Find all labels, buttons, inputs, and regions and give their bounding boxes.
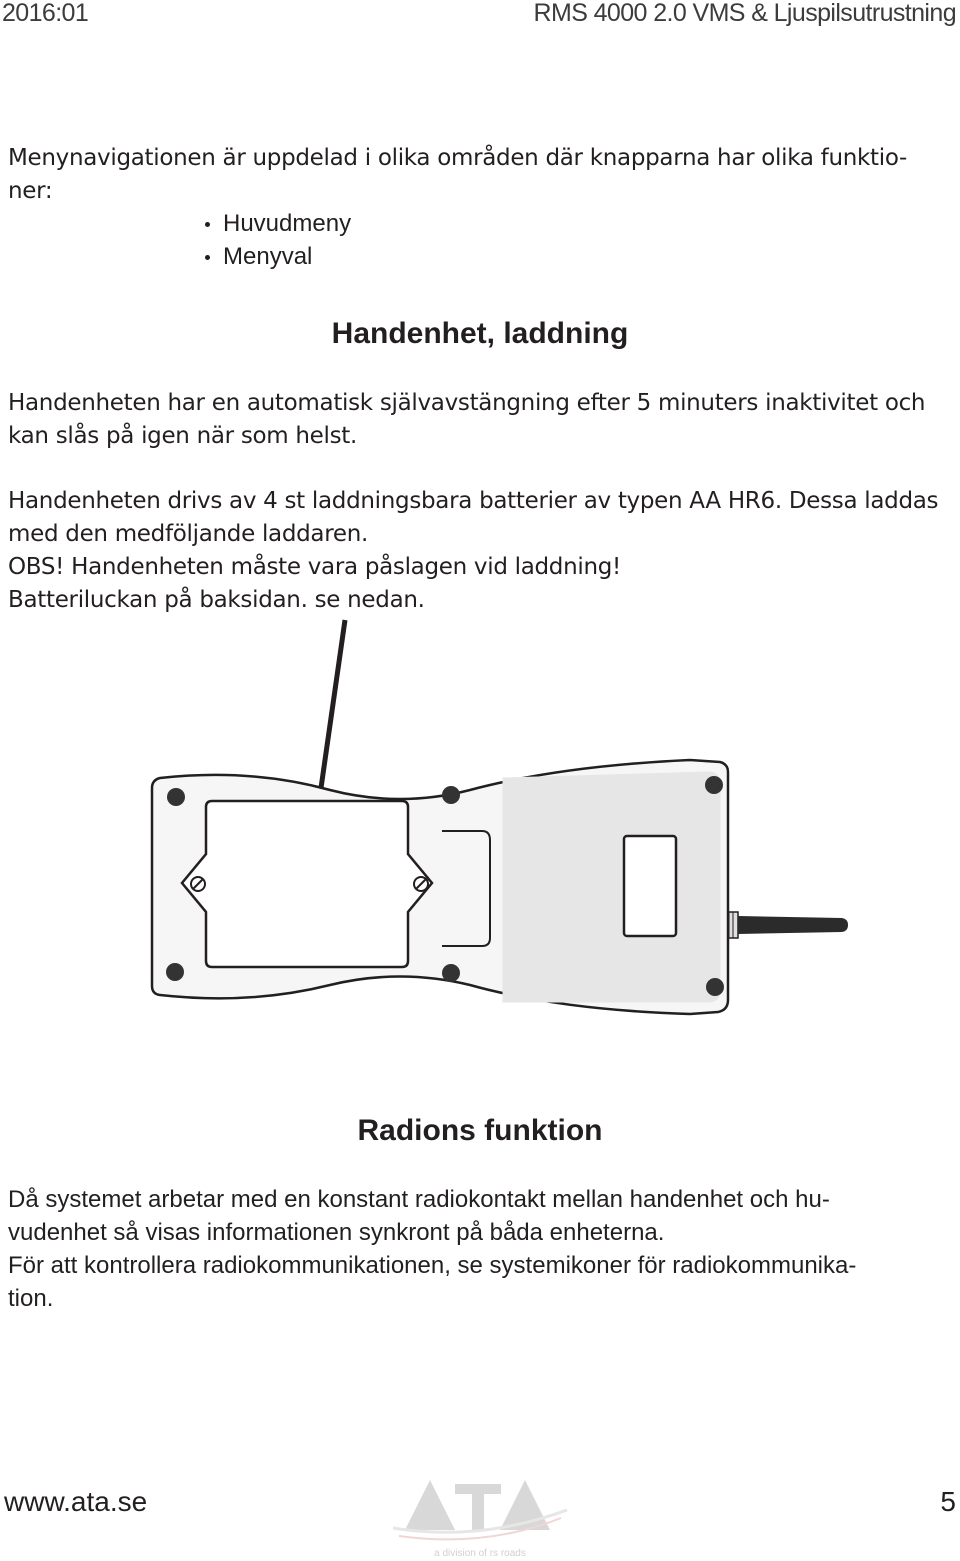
intro-line-2: ner: <box>8 178 53 204</box>
header-title: RMS 4000 2.0 VMS & Ljuspilsutrustning <box>533 0 956 27</box>
rear-panel <box>503 772 720 1002</box>
radio-line-3: För att kontrollera radiokommunikationen, se systemikoner för radiokommunika- <box>8 1252 857 1279</box>
battery-cover-note: Batteriluckan på baksidan. se nedan. <box>8 587 425 613</box>
label-window <box>624 836 676 936</box>
cover-screw-left-icon <box>191 877 205 891</box>
bullet-item-huvudmeny: Huvudmeny <box>205 207 351 240</box>
ata-logo <box>385 1470 575 1560</box>
charging-p2-line1: Handenheten drivs av 4 st laddningsbara batterier av typen AA HR6. Dessa laddas <box>8 488 939 514</box>
radio-line-4: tion. <box>8 1285 54 1312</box>
radio-line-2: vudenhet så visas informationen synkront på båda enheterna. <box>8 1219 665 1246</box>
screw-bottom-right <box>706 978 724 996</box>
battery-cover <box>182 801 432 967</box>
bullet-list <box>205 207 351 273</box>
screw-top-left <box>167 788 185 806</box>
section-heading-radio: Radions funktion <box>357 1114 603 1147</box>
ata-logo-tagline: a division of rs roads <box>434 1548 526 1559</box>
charging-p1-line1: Handenheten har en automatisk självavstängning efter 5 minuters inaktivitet och <box>8 390 926 416</box>
section-heading-charging: Handenhet, laddning <box>331 317 629 350</box>
intro-line-1: Menynavigationen är uppdelad i olika områden där knapparna har olika funktio- <box>8 145 908 171</box>
screw-bottom-left <box>166 963 184 981</box>
cover-screw-right-icon <box>414 877 428 891</box>
charging-p2-line2: med den medföljande laddaren. <box>8 521 369 547</box>
bullet-item-menyval: Menyval <box>205 240 351 273</box>
footer-url: www.ata.se <box>4 1486 148 1517</box>
screw-top-right <box>705 776 723 794</box>
antenna-icon <box>726 912 848 938</box>
charging-p1-line2: kan slås på igen när som helst. <box>8 423 358 449</box>
charging-note: OBS! Handenheten måste vara påslagen vid laddning! <box>8 554 621 580</box>
header-date: 2016:01 <box>2 0 89 27</box>
handset-back-illustration <box>0 600 960 1020</box>
screw-top-middle <box>442 786 460 804</box>
radio-line-1: Då systemet arbetar med en konstant radiokontakt mellan handenhet och hu- <box>8 1186 830 1213</box>
screw-bottom-middle <box>442 964 460 982</box>
page-number: 5 <box>940 1486 956 1517</box>
